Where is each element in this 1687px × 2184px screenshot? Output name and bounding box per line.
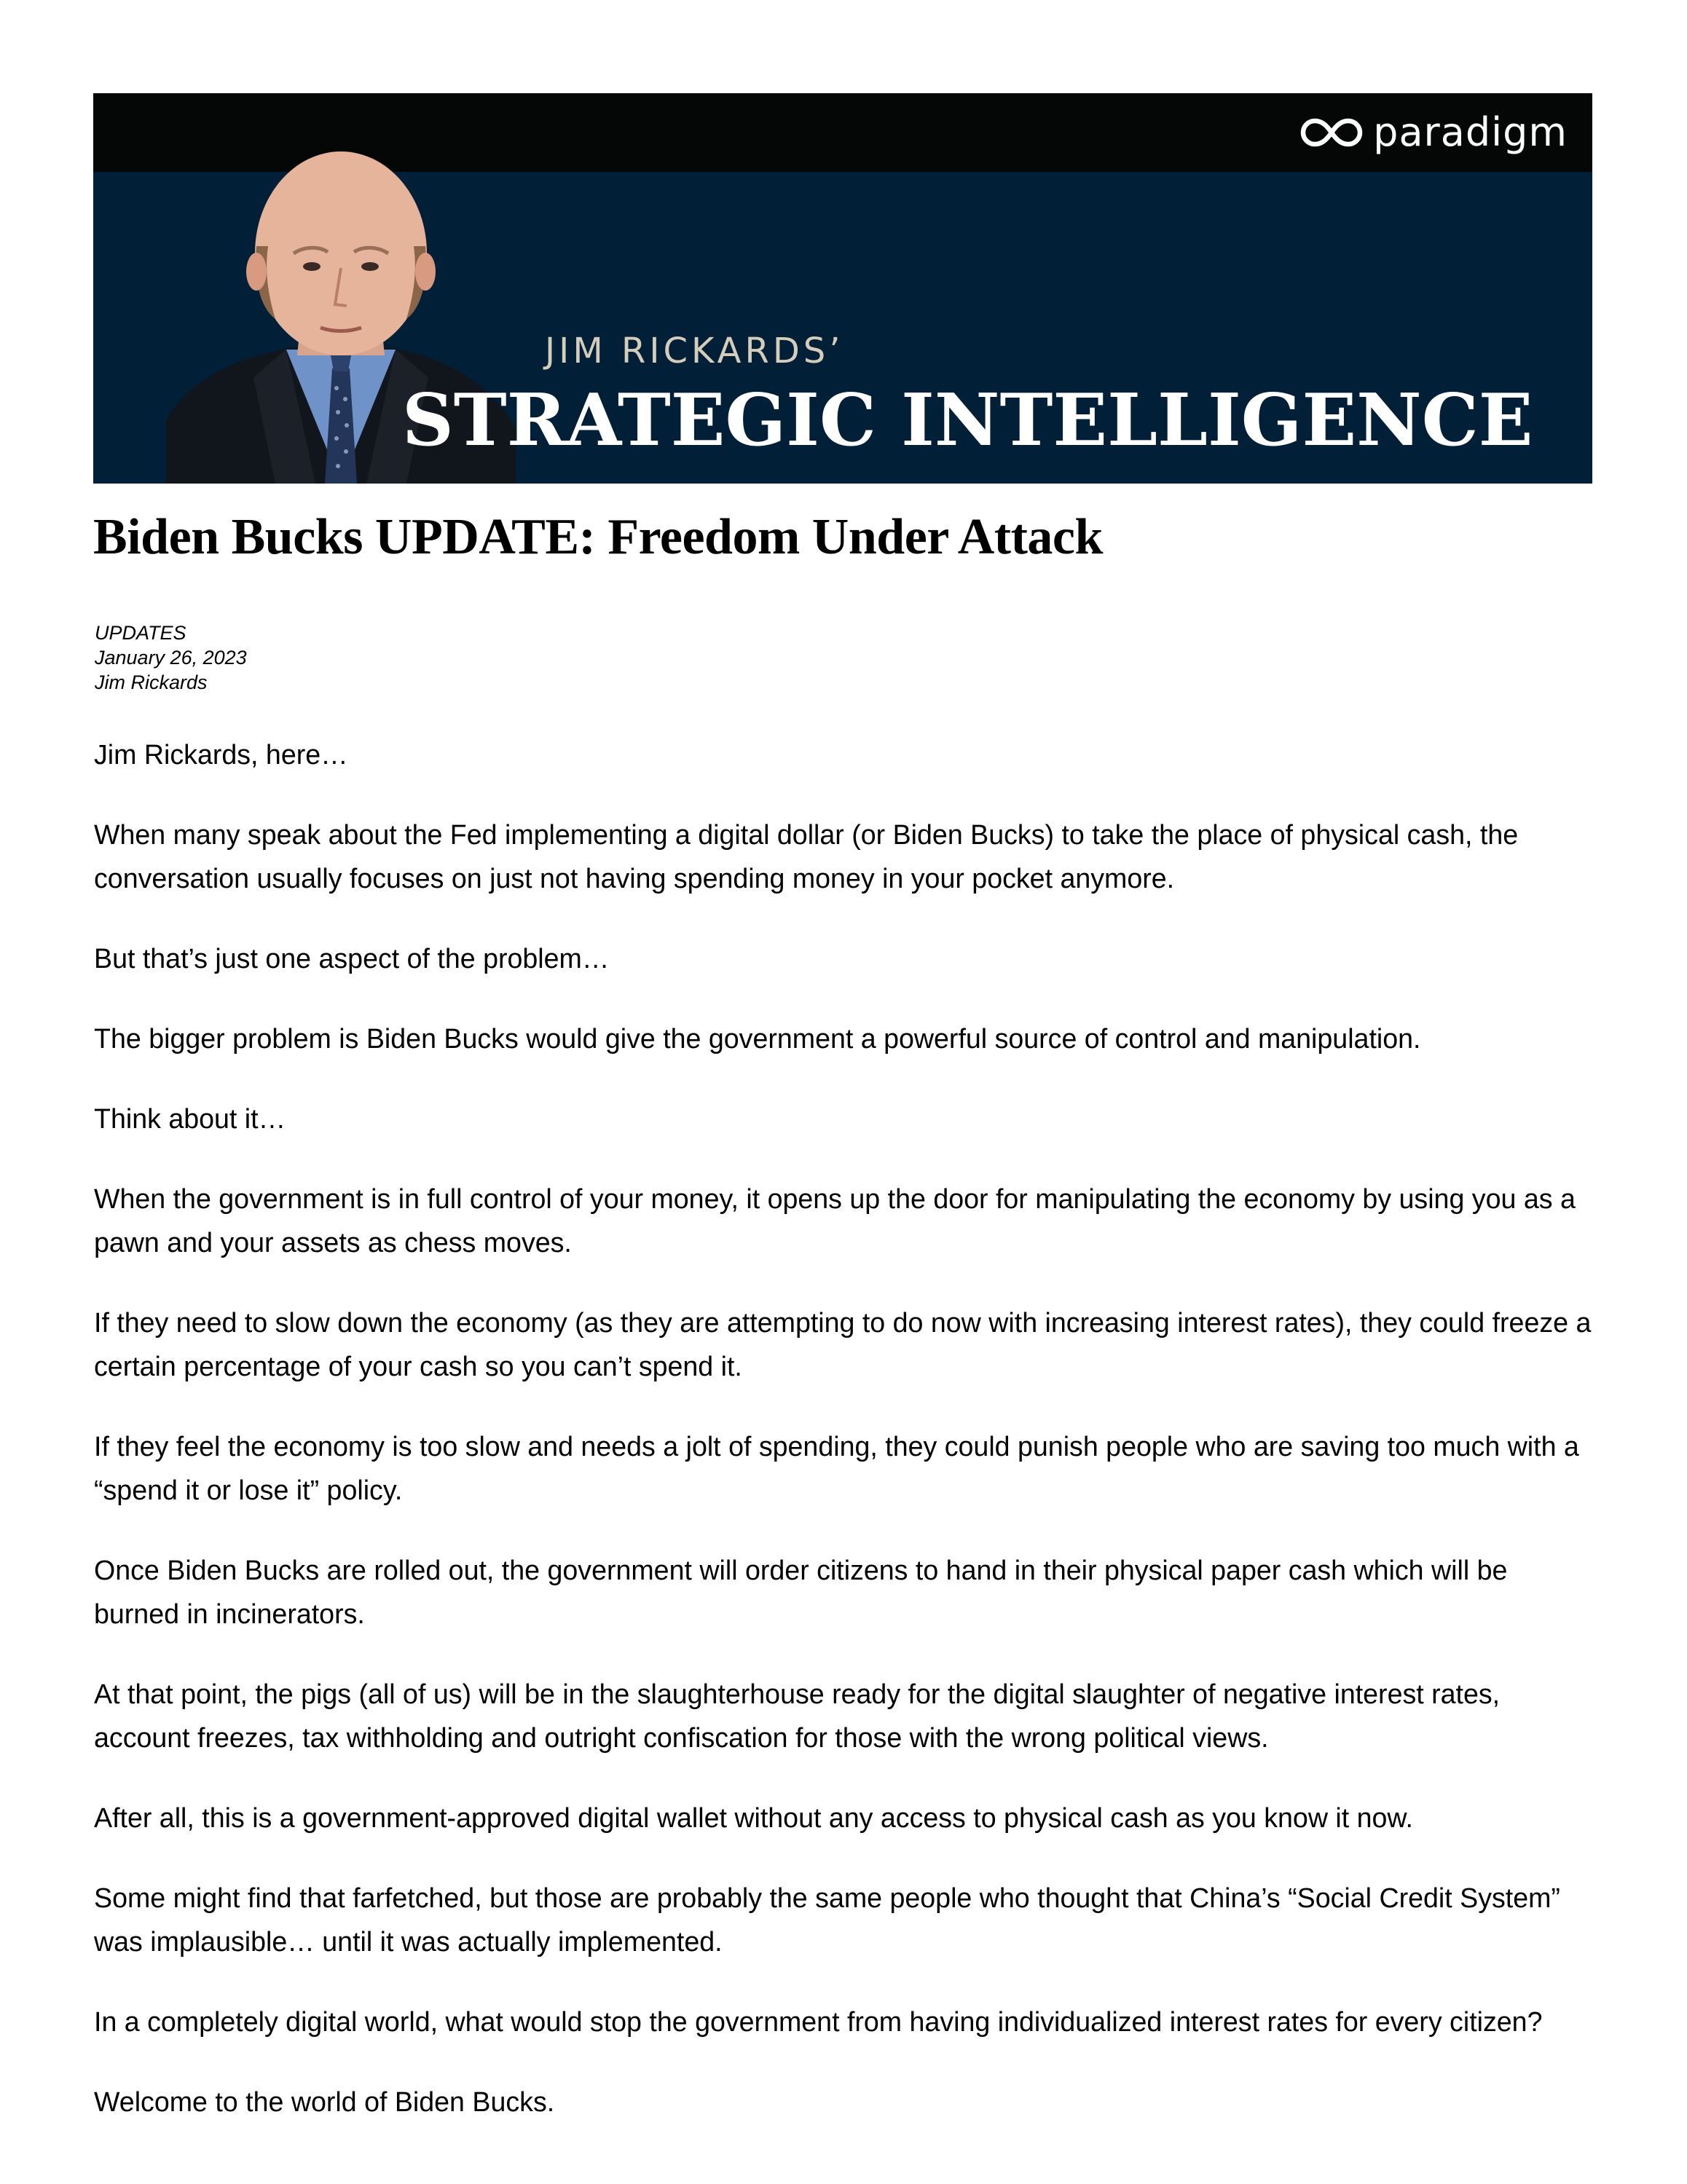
paradigm-logo: [1300, 109, 1568, 156]
paragraph: The bigger problem is Biden Bucks would give the government a powerful source of control and manipulation.: [94, 1023, 1421, 1054]
article-category: UPDATES: [95, 622, 186, 644]
paragraph: If they need to slow down the economy (as they are attempting to do now with increasing interest rates), they could freeze a certain percentage of your cash so you can’t spend it.: [94, 1307, 1592, 1381]
newsletter-masthead: STRATEGIC INTELLIGENCE: [402, 379, 1533, 462]
paragraph: If they feel the economy is too slow and needs a jolt of spending, they could punish people who are saving too much with a “spend it or lose it” policy.: [94, 1431, 1579, 1505]
paragraph: After all, this is a government-approved digital wallet without any access to physical cash as you know it now.: [94, 1802, 1413, 1833]
paragraph: But that’s just one aspect of the problem…: [94, 943, 610, 974]
paragraph: Some might find that farfetched, but those are probably the same people who thought that China’s “Social Credit System” was implausible… until it was actually implemented.: [94, 1883, 1560, 1957]
article-author: Jim Rickards: [95, 671, 208, 693]
brand-name: paradigm: [1373, 109, 1568, 155]
paragraph: At that point, the pigs (all of us) will be in the slaughterhouse ready for the digital slaughter of negative interest rates, account freezes, tax withholding and outright confiscation for those with the wrong political views.: [94, 1679, 1501, 1753]
article-body: [94, 733, 1594, 2160]
paragraph: In a completely digital world, what would stop the government from having individualized interest rates for every citizen?: [94, 2006, 1543, 2037]
paragraph: Jim Rickards, here…: [94, 739, 348, 770]
paragraph: Once Biden Bucks are rolled out, the government will order citizens to hand in their physical paper cash which will be burned in incinerators.: [94, 1555, 1508, 1629]
article-meta: [95, 620, 247, 695]
newsletter-banner: [93, 93, 1592, 484]
paragraph: When the government is in full control of your money, it opens up the door for manipulating the economy by using you as a pawn and your assets as chess moves.: [94, 1183, 1576, 1258]
paragraph: Think about it…: [94, 1103, 286, 1134]
banner-kicker: JIM RICKARDS’: [545, 331, 844, 371]
paragraph: When many speak about the Fed implementing a digital dollar (or Biden Bucks) to take the place of physical cash, the conversation usually focuses on just not having spending money in your pocket anymore.: [94, 819, 1519, 894]
infinity-logo-icon: [1300, 115, 1363, 150]
paragraph: Welcome to the world of Biden Bucks.: [94, 2086, 555, 2117]
article-title: Biden Bucks UPDATE: Freedom Under Attack: [93, 509, 1103, 565]
article-date: January 26, 2023: [95, 647, 247, 669]
